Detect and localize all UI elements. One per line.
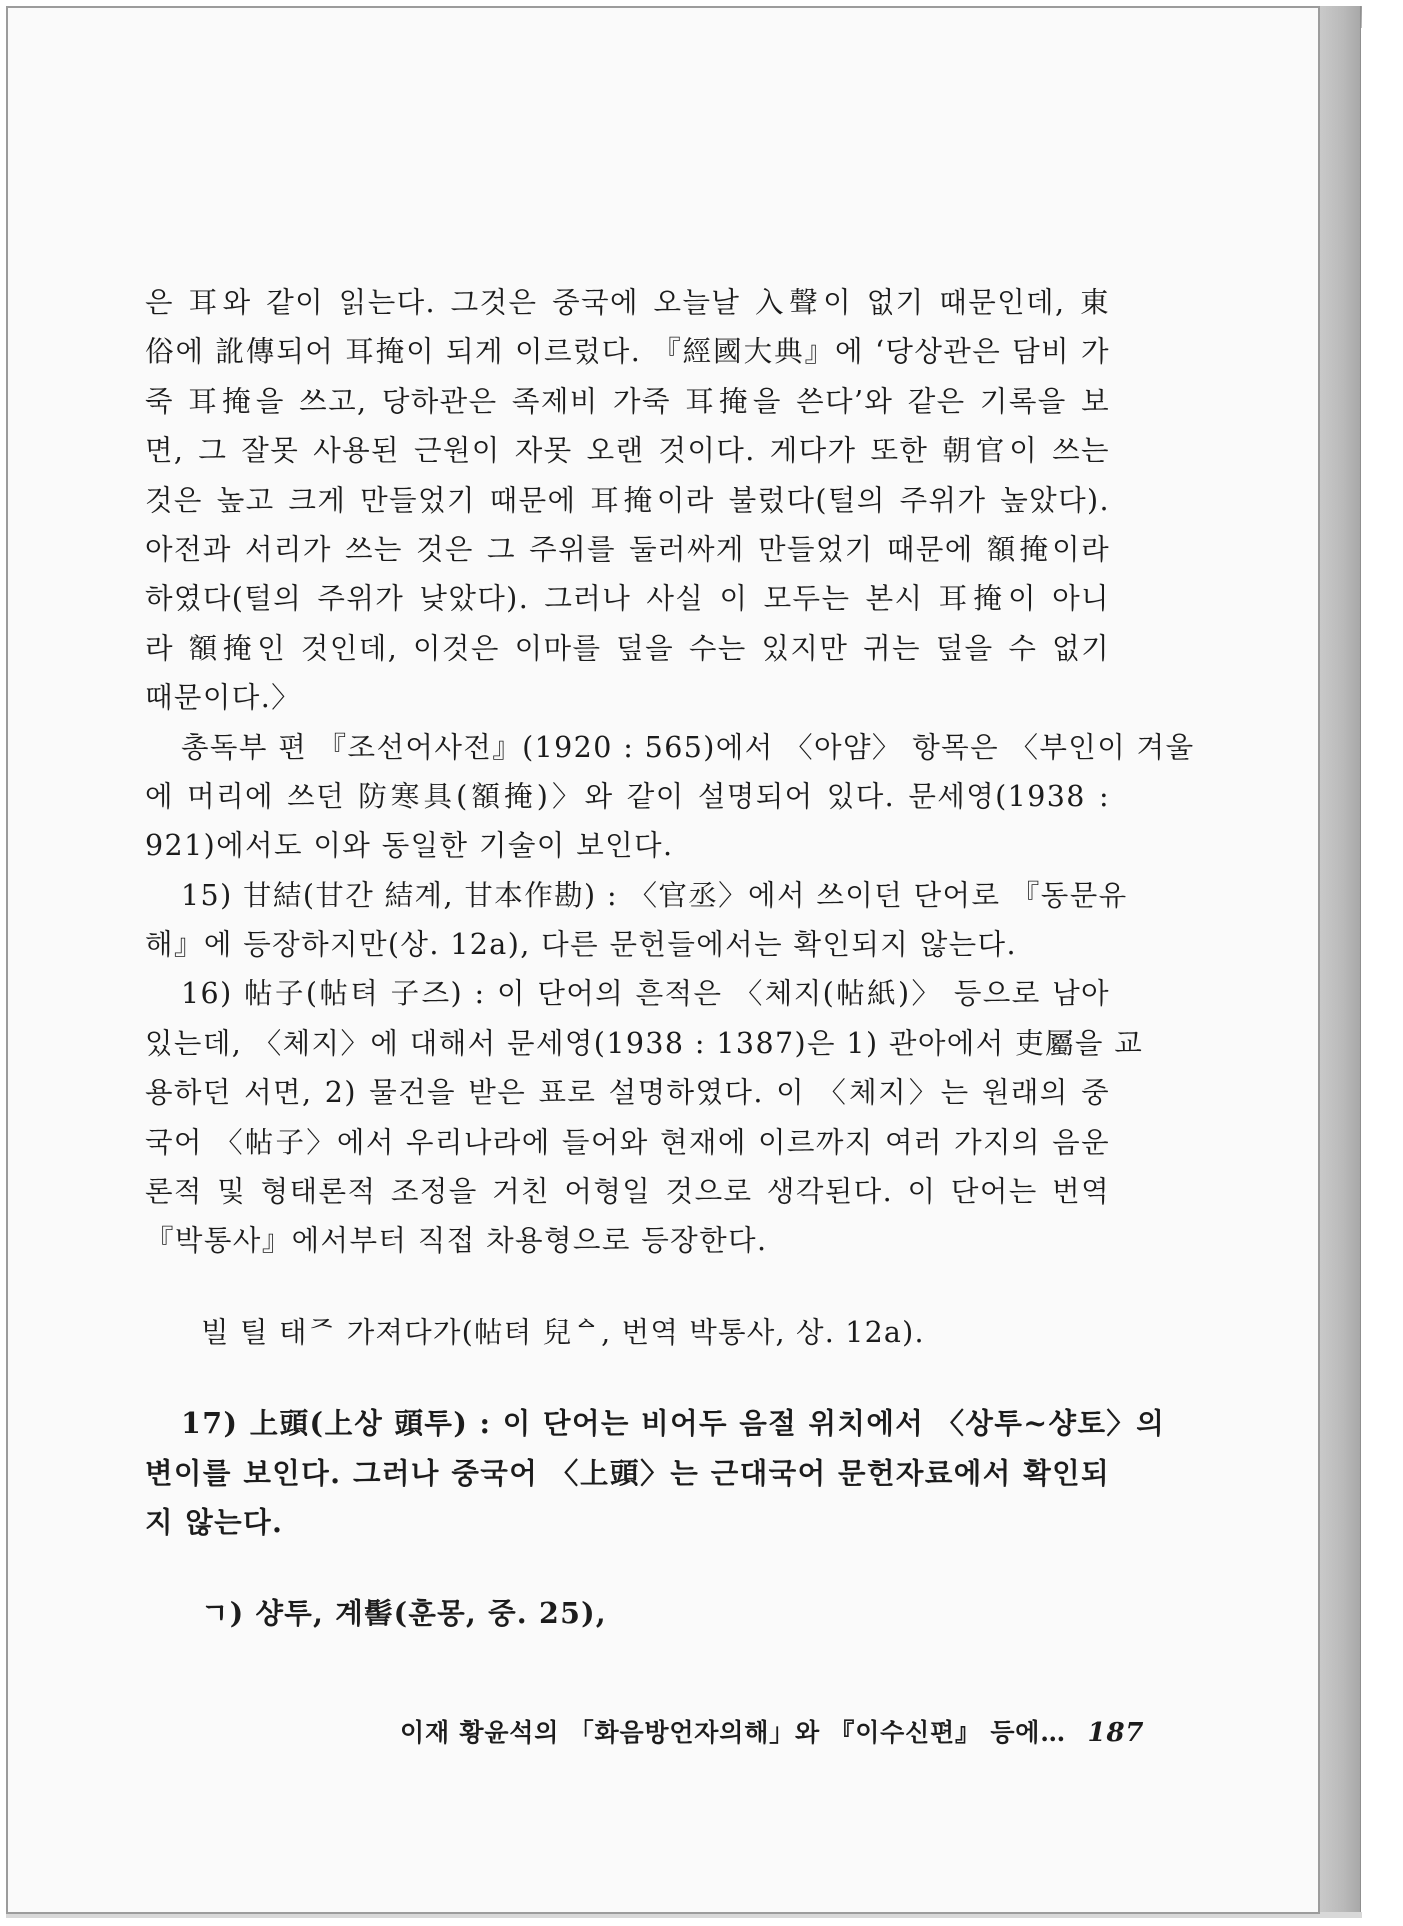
paragraph-5 <box>145 1399 1166 1547</box>
text-line: 있는데, 〈체지〉에 대해서 문세영(1938 : 1387)은 1) 관아에서 吏屬을 교 <box>145 1026 1144 1060</box>
page-stack-edge <box>1320 6 1361 1914</box>
text-line: 때문이다.〉 <box>145 681 302 715</box>
page-body-text <box>145 278 1195 1639</box>
text-line: 에 머리에 쓰던 防寒具(額掩)〉와 같이 설명되어 있다. 문세영(1938 : <box>145 779 1110 813</box>
text-line: 하였다(털의 주위가 낮았다). 그러나 사실 이 모두는 본시 耳掩이 아니 <box>145 582 1110 616</box>
text-line: 921)에서도 이와 동일한 기술이 보인다. <box>145 829 674 863</box>
page-footer <box>400 1713 1145 1749</box>
example-quote: ㄱ) 샹투, 계髻(훈몽, 중. 25), <box>201 1596 607 1631</box>
text-line: 지 않는다. <box>145 1504 284 1539</box>
text-line: 국어 〈帖子〉에서 우리나라에 들어와 현재에 이르까지 여러 가지의 음운 <box>145 1125 1110 1159</box>
text-line: 15) 甘結(甘간 結계, 甘本作勘) : 〈官丞〉에서 쓰이던 단어로 『동문유 <box>181 878 1128 912</box>
text-line: 16) 帖子(帖텨 子즈) : 이 단어의 흔적은 〈체지(帖紙)〉 등으로 남아 <box>181 977 1110 1011</box>
text-line: 은 耳와 같이 읽는다. 그것은 중국에 오늘날 入聲이 없기 때문인데, 東 <box>145 286 1110 319</box>
text-line: 죽 耳掩을 쓰고, 당하관은 족제비 가죽 耳掩을 쓴다’와 같은 기록을 보 <box>145 384 1110 418</box>
spacer <box>145 1547 1110 1589</box>
spacer <box>145 1357 1110 1399</box>
paragraph-1 <box>145 278 1110 723</box>
page-number: 187 <box>1087 1718 1145 1748</box>
text-line: 라 額掩인 것인데, 이것은 이마를 덮을 수는 있지만 귀는 덮을 수 없기 <box>145 631 1110 665</box>
running-title: 이재 황윤석의 「화음방언자의해」와 『이수신편』 등에… <box>400 1718 1067 1747</box>
text-line: 아전과 서리가 쓰는 것은 그 주위를 둘러싸게 만들었기 때문에 額掩이라 <box>145 532 1110 566</box>
paragraph-2 <box>145 723 1195 871</box>
example-quote: 빌 틸 태ᄌ 가져다가(帖텨 兒ᅀ, 번역 박통사, 상. 12a). <box>201 1315 925 1349</box>
text-line: 것은 높고 크게 만들었기 때문에 耳掩이라 불렀다(털의 주위가 높았다). <box>145 483 1110 517</box>
text-line: 변이를 보인다. 그러나 중국어 〈上頭〉는 근대국어 문헌자료에서 확인되 <box>145 1455 1110 1490</box>
text-line: 17) 上頭(上상 頭투) : 이 단어는 비어두 음절 위치에서 〈상투~샹토〉의 <box>181 1406 1166 1441</box>
text-line: 俗에 訛傳되어 耳掩이 되게 이르렀다. 『經國大典』에 ‘당상관은 담비 가 <box>145 335 1110 369</box>
text-line: 해』에 등장하지만(상. 12a), 다른 문헌들에서는 확인되지 않는다. <box>145 928 1017 962</box>
paragraph-4 <box>145 969 1144 1265</box>
paragraph-3 <box>145 871 1128 970</box>
text-line: 면, 그 잘못 사용된 근원이 자못 오랜 것이다. 게다가 또한 朝官이 쓰는 <box>145 434 1110 468</box>
text-line: 『박통사』에서부터 직접 차용형으로 등장한다. <box>145 1224 768 1258</box>
spacer <box>145 1266 1110 1308</box>
text-line: 총독부 편 『조선어사전』(1920 : 565)에서 〈아얌〉 항목은 〈부인이 겨울 <box>181 730 1195 764</box>
text-line: 론적 및 형태론적 조정을 거친 어형일 것으로 생각된다. 이 단어는 번역 <box>145 1175 1110 1209</box>
text-line: 용하던 서면, 2) 물건을 받은 표로 설명하였다. 이 〈체지〉는 원래의 중 <box>145 1076 1110 1110</box>
